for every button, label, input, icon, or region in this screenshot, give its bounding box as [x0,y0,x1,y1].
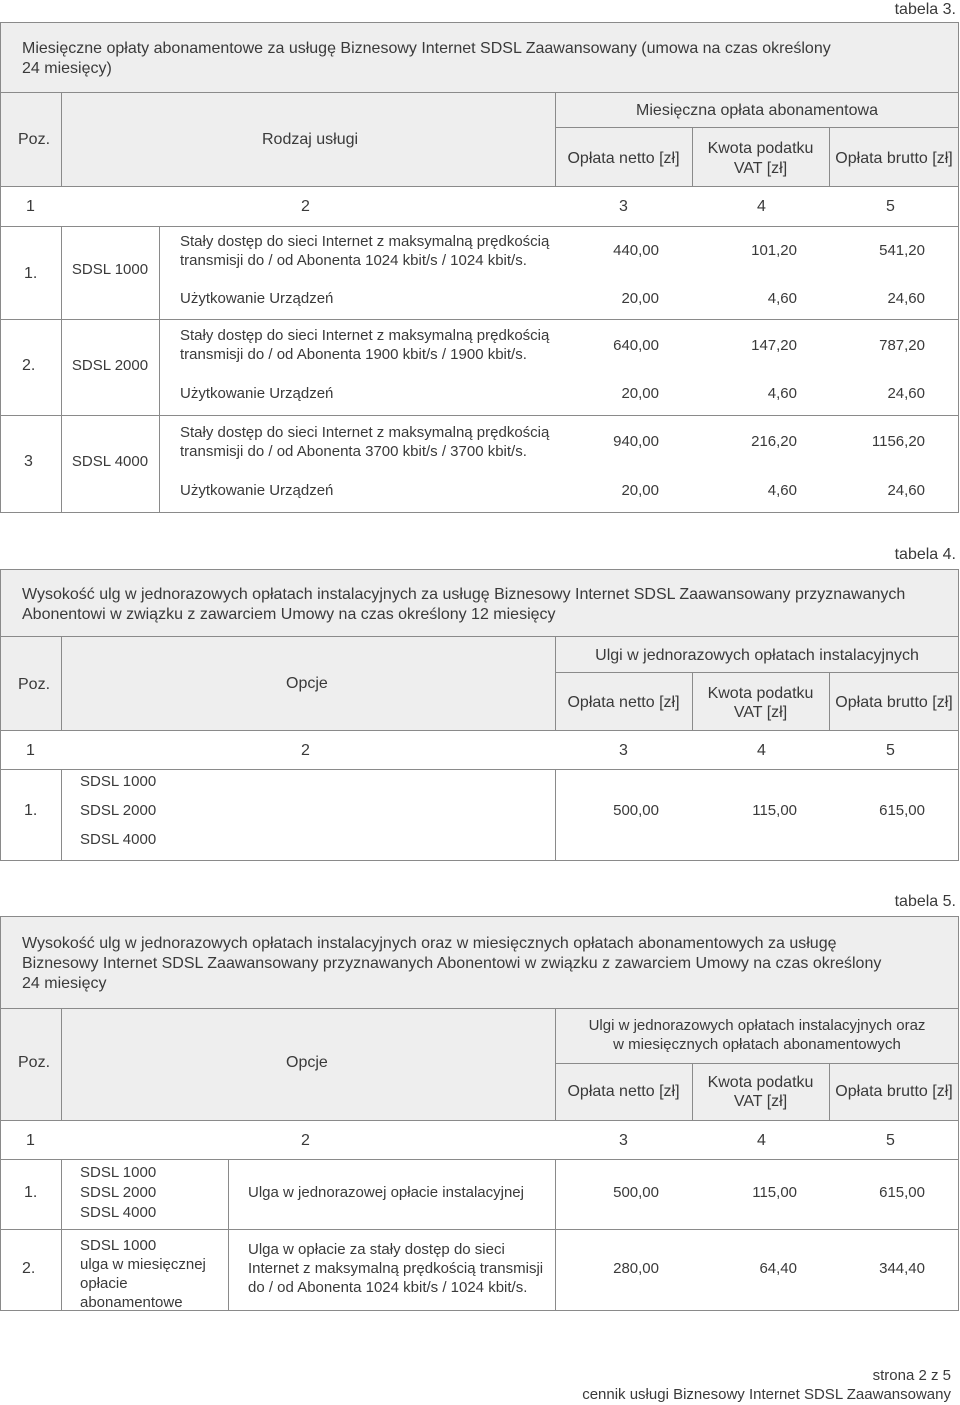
row-service-name: SDSL 4000 [71,453,149,470]
row-option-1: SDSL 1000 [80,1237,157,1254]
table-5-colnum-2: 2 [301,1132,310,1149]
table-5-colnum-1: 1 [26,1132,35,1149]
page-number: strona 2 z 5 [872,1367,951,1384]
row-vat: 101,20 [751,242,797,259]
table-5-colnum-4: 4 [757,1132,766,1149]
table-3-colnum-3: 3 [619,198,628,215]
row-desc-line2: transmisji do / od Abonenta 1024 kbit/s / 1024 kbit/s. [180,252,527,269]
row-option-1: SDSL 1000 [80,773,157,790]
table-5-header-opcje: Opcje [286,1054,328,1071]
table-5-header-netto: Opłata netto [zł] [567,1083,680,1100]
row-desc-line1: Ulga w jednorazowej opłacie instalacyjnej [248,1184,524,1201]
table-5-title-line3: 24 miesięcy [22,975,107,992]
table-3-title-line2: 24 miesięcy) [22,60,112,77]
row-netto: 640,00 [613,337,659,354]
row-vat: 64,40 [759,1260,797,1277]
row-desc-line3: do / od Abonenta 1024 kbit/s / 1024 kbit/s. [248,1279,528,1296]
row-poz: 1. [24,802,38,819]
table-5-header-brutto: Opłata brutto [zł] [835,1083,953,1100]
row-device-label: Użytkowanie Urządzeń [180,482,334,499]
table-4-colnum-5: 5 [886,742,895,759]
table-3-label: tabela 3. [894,1,956,18]
row-netto: 440,00 [613,242,659,259]
table-4-label: tabela 4. [894,546,956,563]
document-name: cennik usługi Biznesowy Internet SDSL Zaawansowany [582,1386,951,1403]
row-poz: 2. [22,357,36,374]
row-device-netto: 20,00 [621,290,659,307]
row-option-2: ulga w miesięcznej [80,1256,206,1273]
row-poz: 3 [24,453,33,470]
row-device-vat: 4,60 [767,385,797,402]
row-vat: 115,00 [752,1184,797,1201]
row-service-name: SDSL 1000 [71,261,149,278]
table-4-header-brutto: Opłata brutto [zł] [835,694,953,711]
row-option-3: SDSL 4000 [80,831,157,848]
table-3-header-netto: Opłata netto [zł] [567,150,680,167]
row-device-label: Użytkowanie Urządzeń [180,290,334,307]
table-5-colnum-3: 3 [619,1132,628,1149]
row-desc-line2: Internet z maksymalną prędkością transmisji [248,1260,544,1277]
row-option-1: SDSL 1000 [80,1164,157,1181]
row-option-3: SDSL 4000 [80,1204,157,1221]
table-3-colnum-4: 4 [757,198,766,215]
table-4-colnum-3: 3 [619,742,628,759]
row-device-brutto: 24,60 [887,290,925,307]
table-3-colnum-2: 2 [301,198,310,215]
row-netto: 940,00 [613,433,659,450]
row-brutto: 344,40 [879,1260,925,1277]
table-3-header-poz: Poz. [18,131,51,148]
table-4-title-line2: Abonentowi w związku z zawarciem Umowy na czas określony 12 miesięcy [22,606,556,623]
row-brutto: 541,20 [879,242,925,259]
table-3-header-brutto: Opłata brutto [zł] [835,150,953,167]
table-4-header-vat-line1: Kwota podatku [707,685,814,702]
table-4-header-netto: Opłata netto [zł] [567,694,680,711]
row-brutto: 1156,20 [871,433,925,450]
table-5-title-line1: Wysokość ulg w jednorazowych opłatach instalacyjnych oraz w miesięcznych opłatach abonamentowych za usługę [22,935,837,952]
table-5-header-group-line2: w miesięcznych opłatach abonamentowych [613,1036,901,1053]
row-brutto: 787,20 [879,337,925,354]
table-5-header-vat-line1: Kwota podatku [707,1074,814,1091]
table-5-header-poz: Poz. [18,1054,51,1071]
table-3-header-vat-line2: VAT [zł] [733,160,788,177]
table-4-header-poz: Poz. [18,676,51,693]
row-vat: 147,20 [751,337,797,354]
row-vat: 216,20 [751,433,797,450]
table-4-header-group: Ulgi w jednorazowych opłatach instalacyjnych [595,647,919,664]
row-desc-line1: Stały dostęp do sieci Internet z maksymalną prędkością [180,233,550,250]
row-poz: 1. [24,265,38,282]
table-4-header-vat-line2: VAT [zł] [733,704,788,721]
row-poz: 2. [22,1260,36,1277]
table-3-header-group: Miesięczna opłata abonamentowa [636,102,878,119]
row-device-label: Użytkowanie Urządzeń [180,385,334,402]
row-option-2: SDSL 2000 [80,1184,157,1201]
table-4-colnum-1: 1 [26,742,35,759]
table-5-colnum-5: 5 [886,1132,895,1149]
row-option-4: abonamentowe [80,1294,183,1311]
row-device-brutto: 24,60 [887,385,925,402]
table-3-header-vat-line1: Kwota podatku [707,140,814,157]
table-3-colnum-1: 1 [26,198,35,215]
row-desc-line1: Stały dostęp do sieci Internet z maksymalną prędkością [180,327,550,344]
table-4-colnum-2: 2 [301,742,310,759]
row-netto: 500,00 [613,802,659,819]
table-3-title-line1: Miesięczne opłaty abonamentowe za usługę Biznesowy Internet SDSL Zaawansowany (umowa na czas określony [22,40,831,57]
row-device-vat: 4,60 [767,290,797,307]
row-poz: 1. [24,1184,38,1201]
row-device-brutto: 24,60 [887,482,925,499]
row-device-netto: 20,00 [621,385,659,402]
row-brutto: 615,00 [879,1184,925,1201]
table-4-header-opcje: Opcje [286,675,328,692]
table-5-header-vat-line2: VAT [zł] [733,1093,788,1110]
row-service-name: SDSL 2000 [71,357,149,374]
row-desc-line2: transmisji do / od Abonenta 3700 kbit/s / 3700 kbit/s. [180,443,527,460]
table-5-label: tabela 5. [894,893,956,910]
row-option-3: opłacie [80,1275,128,1292]
row-netto: 500,00 [613,1184,659,1201]
row-desc-line1: Ulga w opłacie za stały dostęp do sieci [248,1241,505,1258]
row-vat: 115,00 [752,802,797,819]
table-3-header-rodzaj: Rodzaj usługi [262,131,359,148]
row-device-netto: 20,00 [621,482,659,499]
row-brutto: 615,00 [879,802,925,819]
row-desc-line1: Stały dostęp do sieci Internet z maksymalną prędkością [180,424,550,441]
row-option-2: SDSL 2000 [80,802,157,819]
row-netto: 280,00 [613,1260,659,1277]
row-device-vat: 4,60 [767,482,797,499]
table-4-title-line1: Wysokość ulg w jednorazowych opłatach instalacyjnych za usługę Biznesowy Internet SDSL Zaawansowany przyznawanych [22,586,906,603]
row-desc-line2: transmisji do / od Abonenta 1900 kbit/s / 1900 kbit/s. [180,346,527,363]
table-4-colnum-4: 4 [757,742,766,759]
table-5-header-group-line1: Ulgi w jednorazowych opłatach instalacyjnych oraz [588,1017,926,1034]
table-3-colnum-5: 5 [886,198,895,215]
table-5-title-line2: Biznesowy Internet SDSL Zaawansowany przyznawanych Abonentowi w związku z zawarciem Umowy na czas określony [22,955,882,972]
